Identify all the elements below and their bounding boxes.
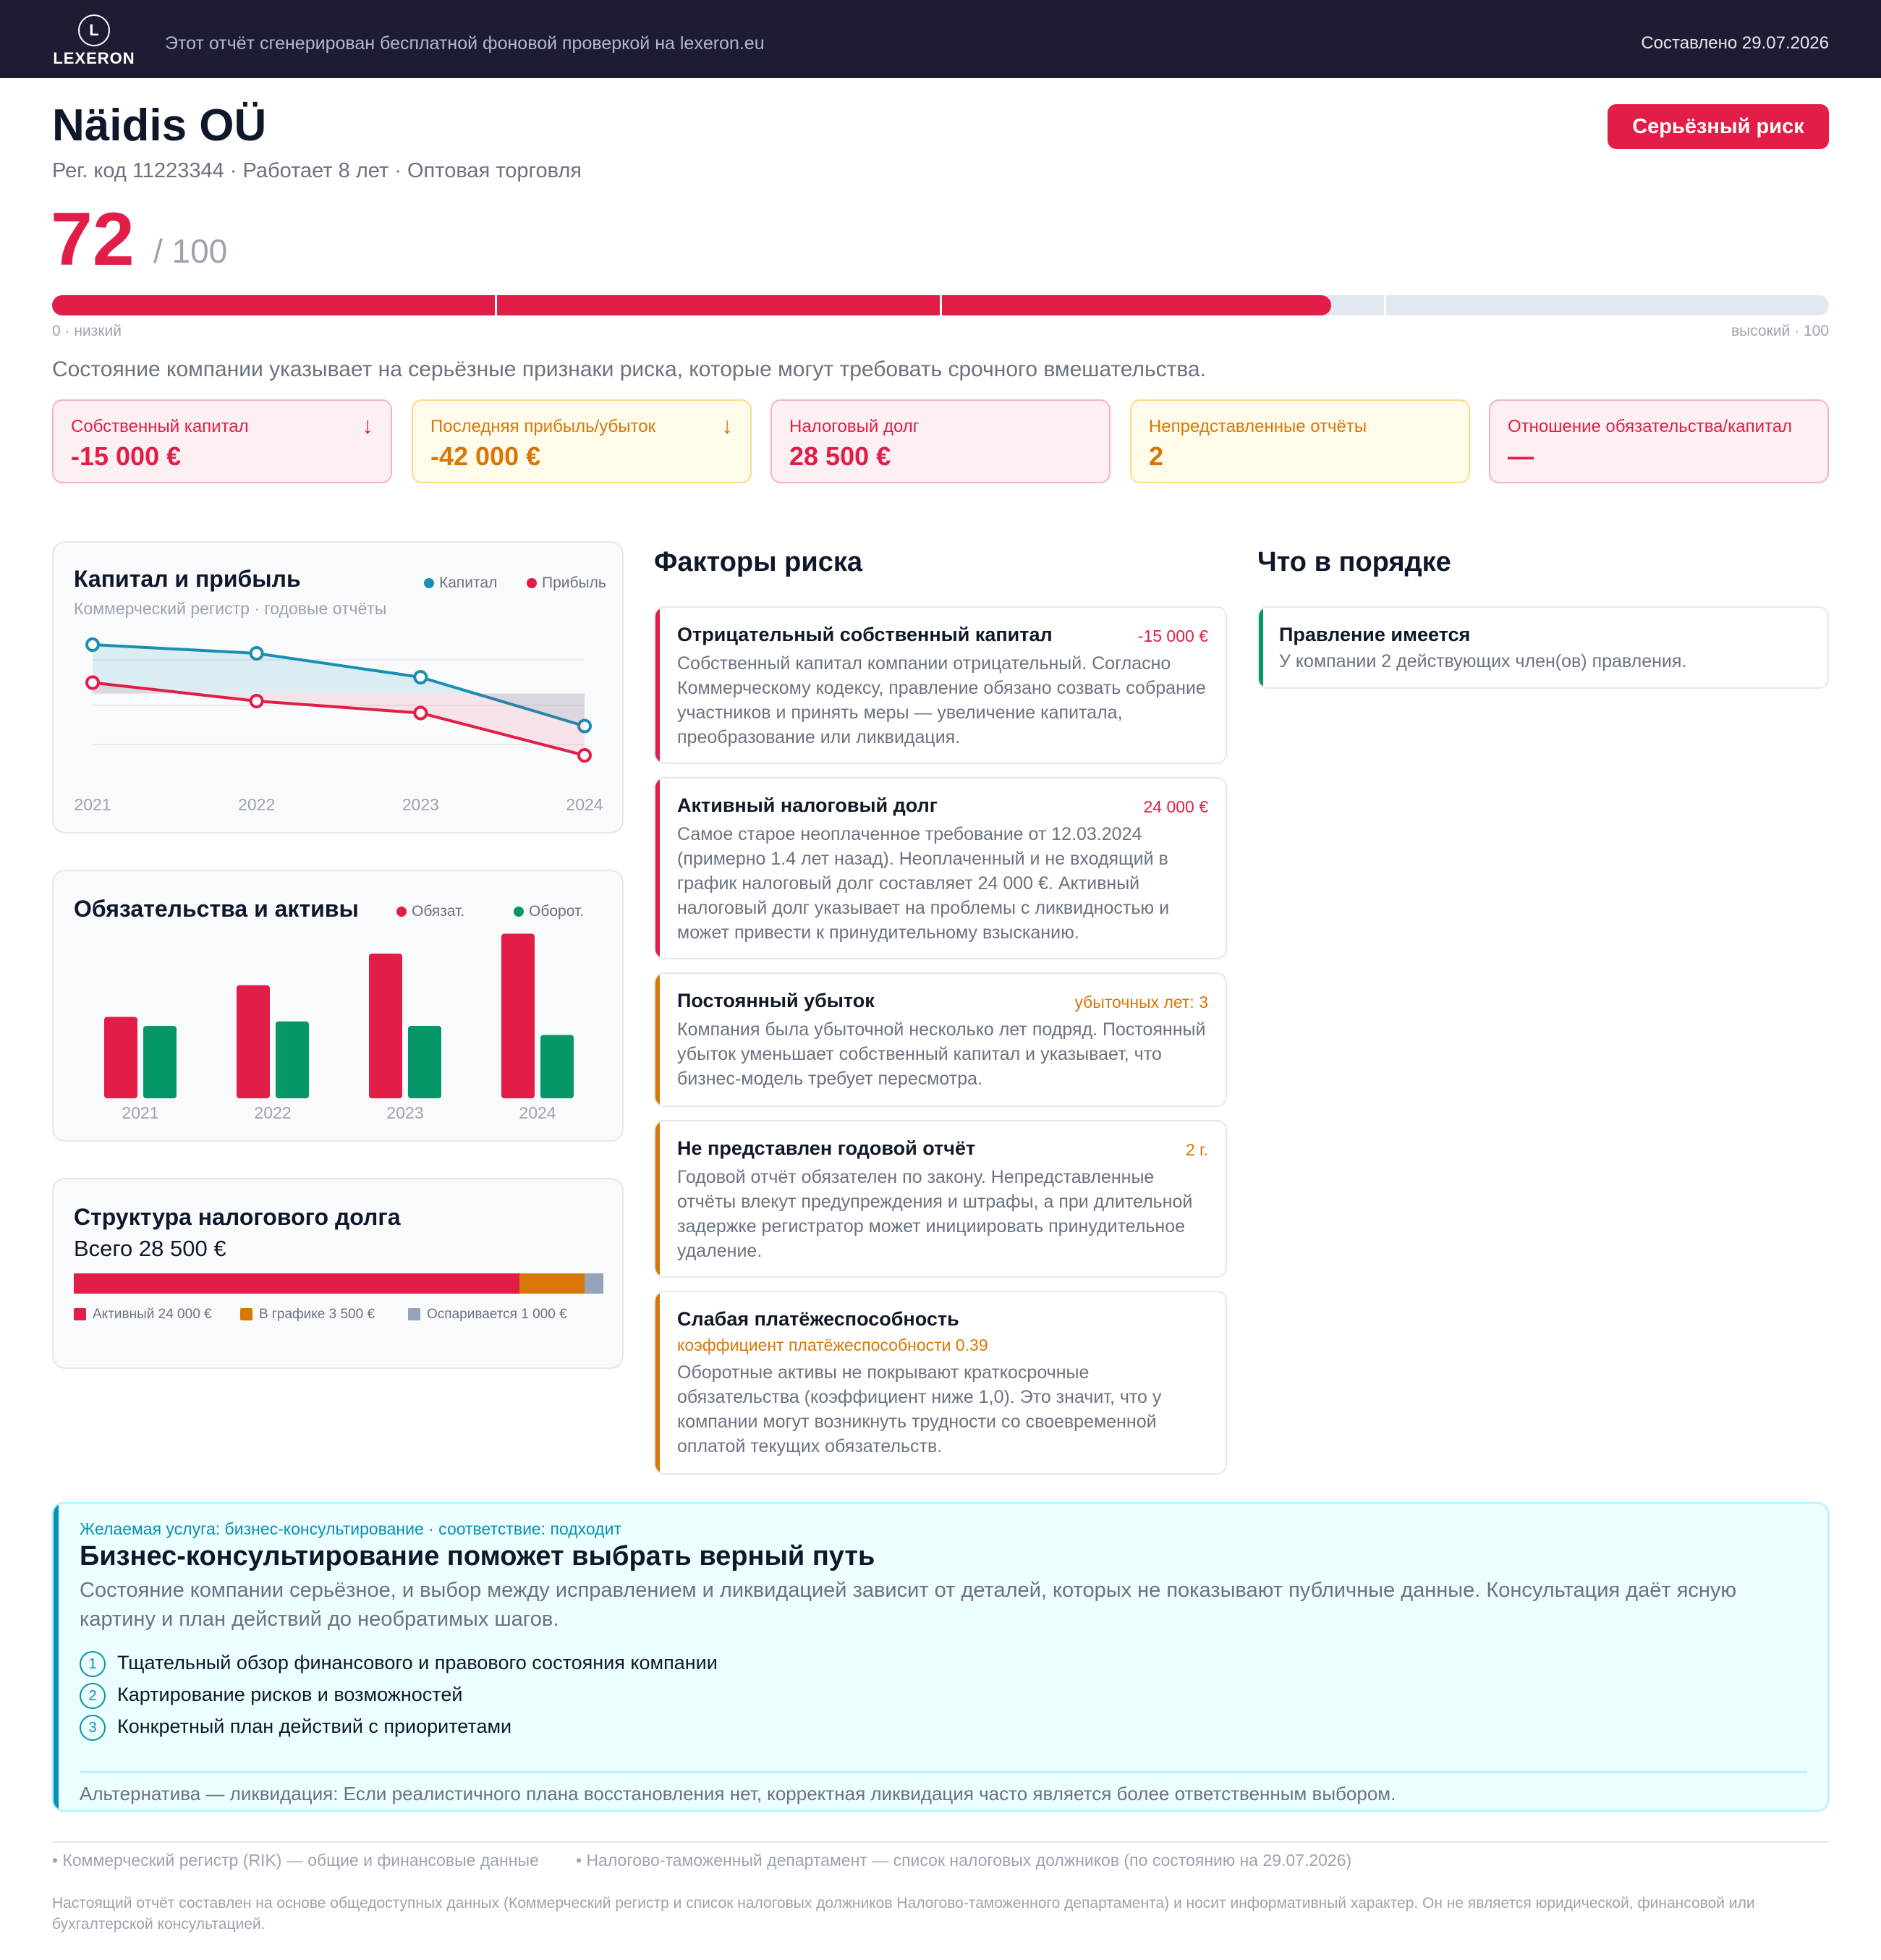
factor-value: 24 000 € — [1143, 797, 1208, 816]
data-point — [87, 639, 98, 650]
factor-description: Собственный капитал компании отрицательный. Согласно Коммерческому кодексу, правление обязано созвать собрание участников и принять меры — увеличение капитала, преобразование или ликвидация. — [677, 653, 1206, 747]
bar — [540, 1035, 574, 1099]
capital-profit-line-chart — [54, 543, 622, 832]
metric-value: 2 — [1149, 441, 1164, 471]
factor-persistent-loss — [654, 972, 1227, 1107]
x-tick-label: 2024 — [566, 795, 603, 814]
disclaimer: Настоящий отчёт составлен на основе общедоступных данных (Коммерческий регистр и список налоговых должников Налогово-таможенного департамента) и носит информативный характер. Он не является юридической, финансовой или бухгалтерской консультацией. — [52, 1895, 1755, 1933]
metric-last-profit — [412, 399, 752, 483]
arrow-down-icon: ↓ — [362, 412, 373, 438]
liabilities-assets-card — [52, 870, 624, 1142]
factor-negative-equity — [654, 606, 1227, 764]
metric-value: -42 000 € — [430, 441, 541, 471]
factor-title: Отрицательный собственный капитал — [677, 624, 1053, 645]
x-tick-label: 2021 — [122, 1103, 159, 1122]
company-subline: Рег. код 11223344 · Работает 8 лет · Оптовая торговля — [52, 159, 582, 182]
metric-missing-reports — [1130, 399, 1470, 483]
legend-liabilities: Обязат. — [396, 903, 464, 920]
service-alternative: Альтернатива — ликвидация: Если реалистичного плана восстановления нет, корректная ликвидация часто является более ответственным выбором. — [80, 1783, 1396, 1804]
logo-icon: L — [78, 14, 110, 46]
tax-segment — [585, 1273, 603, 1294]
score-scale-segment — [942, 295, 1385, 315]
tax-segment — [519, 1273, 585, 1294]
factor-value: -15 000 € — [1137, 627, 1208, 645]
data-point — [415, 708, 426, 719]
service-text: Состояние компании серьёзное, и выбор между исправлением и ликвидацией зависит от деталей, которых не показывают публичные данные. Консультация даёт ясную картину и план действий до необратимых шагов. — [80, 1579, 1737, 1631]
metric-value: 28 500 € — [789, 441, 891, 471]
x-tick-label: 2022 — [254, 1103, 292, 1122]
risk-factors-title: Факторы риска — [654, 547, 862, 577]
factor-value: коэффициент платёжеспособности 0.39 — [677, 1336, 988, 1354]
data-point — [415, 671, 426, 683]
ok-board-exists — [1257, 606, 1829, 689]
service-step: 3 Конкретный план действий с приоритетами — [80, 1715, 511, 1741]
footer-divider — [52, 1841, 1829, 1843]
scale-high-label: высокий · 100 — [1731, 323, 1829, 339]
bar — [501, 934, 535, 1099]
data-point — [579, 750, 590, 761]
risk-score: 72 — [51, 198, 135, 281]
tax-debt-structure-card — [52, 1178, 624, 1369]
data-point — [87, 677, 98, 689]
capital-chart-title: Капитал и прибыль — [74, 566, 301, 592]
risk-level-badge: Серьёзный риск — [1608, 104, 1829, 149]
x-tick-label: 2021 — [74, 795, 111, 814]
factor-description: Самое старое неоплаченное требование от 12.03.2024 (примерно 1.4 лет назад). Неоплаченный и не входящий в график налоговый долг составляет 24 000 €. Активный налоговый долг указывает на проблемы с ликвидностью и может привести к принудительному взысканию. — [677, 824, 1170, 943]
score-scale-segment — [1386, 295, 1829, 315]
bar — [143, 1026, 177, 1098]
risk-summary: Состояние компании указывает на серьёзные признаки риска, которые могут требовать срочного вмешательства. — [52, 357, 1206, 381]
ok-section-title: Что в порядке — [1257, 547, 1451, 577]
factor-tax-debt — [654, 777, 1227, 959]
metric-value: -15 000 € — [71, 441, 182, 471]
capital-profit-card — [52, 541, 624, 833]
service-recommendation — [52, 1502, 1829, 1812]
score-scale-segment — [52, 295, 495, 315]
score-scale-fill — [52, 295, 495, 315]
x-tick-label: 2022 — [238, 795, 276, 814]
service-step: 1 Тщательный обзор финансового и правового состояния компании — [80, 1651, 718, 1677]
ok-description: У компании 2 действующих член(ов) правления. — [1279, 651, 1687, 671]
bar — [237, 985, 270, 1098]
data-point — [251, 648, 263, 659]
factor-title: Слабая платёжеспособность — [677, 1308, 959, 1330]
company-name: Näidis OÜ — [52, 101, 267, 150]
score-scale-segment — [497, 295, 940, 315]
step-number-icon: 3 — [80, 1715, 106, 1741]
tax-segment — [74, 1273, 519, 1294]
legend-tax-active: Активный 24 000 € — [74, 1307, 212, 1323]
scale-low-label: 0 · низкий — [52, 323, 122, 339]
x-tick-label: 2023 — [386, 1103, 424, 1122]
generated-note: Этот отчёт сгенерирован бесплатной фоновой проверкой на lexeron.eu — [165, 33, 765, 54]
legend-square-icon — [408, 1308, 420, 1320]
liabilities-assets-bar-chart — [54, 871, 622, 1140]
score-scale-fill — [942, 295, 1332, 315]
metric-equity — [52, 399, 392, 483]
factor-description: Оборотные активы не покрывают краткосрочные обязательства (коэффициент ниже 1,0). Это значит, что у компании могут возникнуть трудности со своевременной оплатой текущих обязательств. — [677, 1362, 1162, 1456]
step-number-icon: 1 — [80, 1651, 106, 1677]
service-tag: Желаемая услуга: бизнес-консультирование · соответствие: подходит — [80, 1519, 621, 1538]
source-commercial-register: • Коммерческий регистр (RIK) — общие и финансовые данные — [52, 1851, 539, 1870]
factor-value: 2 г. — [1185, 1140, 1208, 1159]
bar — [104, 1017, 137, 1099]
logo-text: LEXERON — [53, 49, 135, 67]
metric-label: Налоговый долг — [789, 417, 920, 436]
factor-title: Не представлен годовой отчёт — [677, 1137, 976, 1159]
factor-description: Годовой отчёт обязателен по закону. Непредставленные отчёты влекут предупреждения и штрафы, а при длительной задержке регистратор может инициировать принудительное удаление. — [677, 1167, 1193, 1261]
x-tick-label: 2024 — [519, 1103, 556, 1122]
factor-missing-annual-report — [654, 1120, 1227, 1278]
data-point — [251, 695, 263, 707]
metric-tax-debt — [770, 399, 1111, 483]
legend-tax-scheduled: В графике 3 500 € — [240, 1307, 375, 1323]
factor-title: Постоянный убыток — [677, 990, 875, 1011]
metric-label: Последняя прибыль/убыток — [430, 417, 656, 436]
legend-tax-disputed: Оспаривается 1 000 € — [408, 1307, 567, 1323]
factor-weak-solvency — [654, 1291, 1227, 1475]
step-number-icon: 2 — [80, 1683, 106, 1709]
metric-liability-ratio — [1489, 399, 1829, 483]
legend-profit: Прибыль — [527, 574, 606, 592]
legend-square-icon — [240, 1308, 252, 1320]
bar — [369, 954, 402, 1098]
liabilities-chart-title: Обязательства и активы — [74, 896, 359, 922]
ok-title: Правление имеется — [1279, 624, 1471, 645]
risk-score-max: / 100 — [153, 232, 228, 270]
legend-current-assets: Оборот. — [514, 903, 584, 920]
metric-label: Собственный капитал — [71, 417, 249, 436]
top-bar — [0, 0, 1881, 78]
tax-structure-title: Структура налогового долга — [74, 1204, 401, 1230]
x-tick-label: 2023 — [402, 795, 439, 814]
source-tax-board: • Налогово-таможенный департамент — список налоговых должников (по состоянию на 29.07.2026) — [576, 1851, 1352, 1870]
divider — [80, 1771, 1807, 1773]
metric-value: — — [1508, 441, 1534, 471]
tax-total: Всего 28 500 € — [74, 1236, 226, 1261]
arrow-down-icon: ↓ — [721, 412, 733, 438]
metric-label: Непредставленные отчёты — [1149, 417, 1367, 436]
factor-value: убыточных лет: 3 — [1074, 993, 1208, 1011]
legend-square-icon — [74, 1308, 86, 1320]
factor-description: Компания была убыточной несколько лет подряд. Постоянный убыток уменьшает собственный капитал и указывает, что бизнес-модель требует пересмотра. — [677, 1019, 1206, 1089]
legend-capital: Капитал — [424, 574, 497, 592]
bar — [408, 1026, 441, 1098]
report-date: Составлено 29.07.2026 — [1641, 33, 1829, 53]
service-step: 2 Картирование рисков и возможностей — [80, 1683, 462, 1709]
service-title: Бизнес-консультирование поможет выбрать верный путь — [80, 1541, 875, 1571]
factor-title: Активный налоговый долг — [677, 794, 938, 816]
capital-chart-subtitle: Коммерческий регистр · годовые отчёты — [74, 599, 387, 618]
risk-score-bar — [52, 295, 1829, 315]
tax-structure-bar — [74, 1273, 603, 1294]
score-scale-fill — [497, 295, 940, 315]
metric-label: Отношение обязательства/капитал — [1508, 417, 1793, 436]
bar — [276, 1022, 309, 1098]
